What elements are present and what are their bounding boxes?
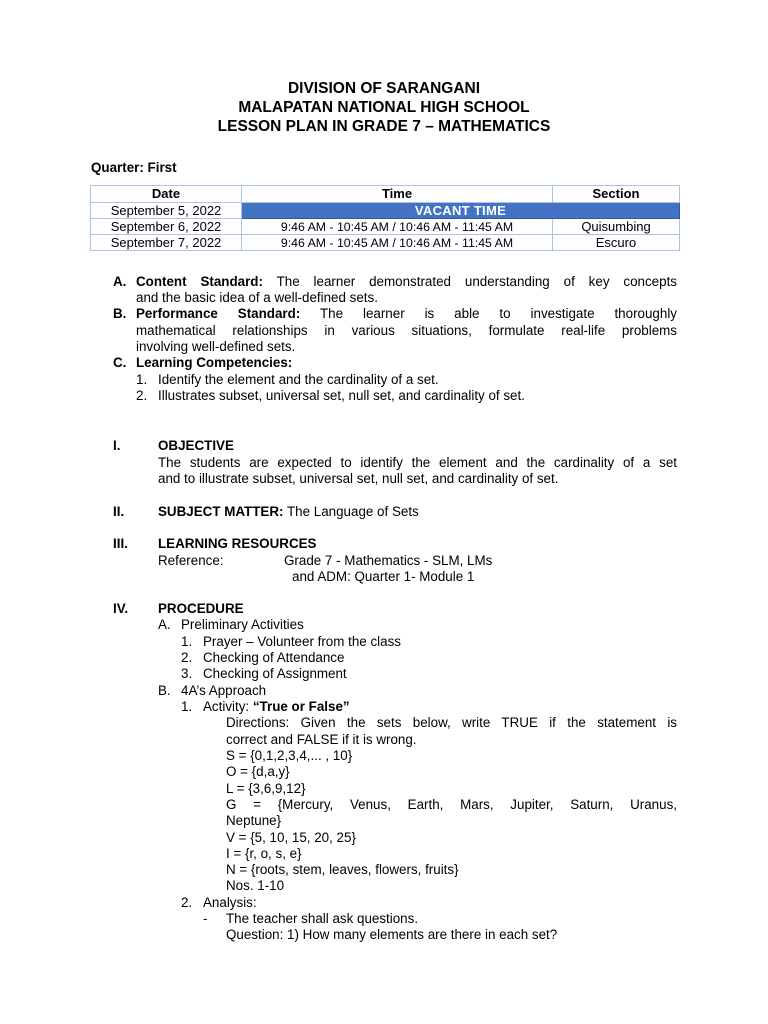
item-range: Nos. 1-10 [226,878,285,893]
bullet-dash: - [203,911,208,926]
section-cell: Escuro [553,235,680,251]
time-header: Time [242,186,553,203]
list-number: 3. [181,666,193,681]
table-row [91,235,680,251]
set-g-line2: Neptune} [226,813,282,828]
subject-matter-label: SUBJECT MATTER: [158,504,284,519]
list-number: 1. [181,634,193,649]
teacher-instruction: The teacher shall ask questions. [226,911,419,926]
reference-label: Reference: [158,553,224,568]
schedule-table [90,185,680,251]
approach-title: 4A’s Approach [181,683,267,698]
quarter-label: Quarter: First [91,160,177,175]
set-v: V = {5, 10, 15, 20, 25} [226,830,356,845]
section-cell: Quisumbing [553,219,680,235]
approach-marker: B. [158,683,171,698]
competency-item: Illustrates subset, universal set, null set, and cardinality of set. [158,388,525,403]
analysis-title: Analysis: [203,895,257,910]
objective-line2: and to illustrate subset, universal set, null set, and cardinality of set. [158,471,559,486]
subject-matter [158,504,419,520]
table-header-row [91,186,680,203]
directions-line2: correct and FALSE if it is wrong. [226,732,417,747]
date-cell: September 5, 2022 [91,203,242,219]
vacant-time-cell: VACANT TIME [242,203,680,219]
table-row [91,219,680,235]
question-text: Question: 1) How many elements are there in each set? [226,927,558,942]
content-standard-label: Content Standard: [136,274,263,289]
competency-item: Identify the element and the cardinality of a set. [158,372,439,387]
lesson-plan-title: LESSON PLAN IN GRADE 7 – MATHEMATICS [217,118,551,135]
set-o: O = {d,a,y} [226,764,290,779]
set-i: I = {r, o, s, e} [226,846,302,861]
procedure-numeral: IV. [113,601,129,616]
reference-line2: and ADM: Quarter 1- Module 1 [292,569,475,584]
table-row [91,203,680,219]
content-standard-text: The learner demonstrated understanding of key concepts [262,274,677,289]
list-item: Checking of Attendance [203,650,345,665]
set-s: S = {0,1,2,3,4,... , 10} [226,748,353,763]
performance-standard-line3: involving well-defined sets. [136,339,296,354]
list-item: Prayer – Volunteer from the class [203,634,401,649]
activity-number: 1. [181,699,193,714]
time-cell: 9:46 AM - 10:45 AM / 10:46 AM - 11:45 AM [242,235,553,251]
list-item: Checking of Assignment [203,666,347,681]
content-standard-line1 [136,274,677,290]
competencies-marker: C. [113,355,127,370]
set-n: N = {roots, stem, leaves, flowers, fruits} [226,862,459,877]
analysis-number: 2. [181,895,193,910]
subject-matter-numeral: II. [113,504,125,519]
performance-standard-line2: mathematical relationships in various situations, formulate real-life problems [136,323,677,338]
activity-label: Activity: [203,699,253,714]
directions-line1: Directions: Given the sets below, write TRUE if the statement is [226,715,677,730]
preliminary-marker: A. [158,617,171,632]
date-cell: September 7, 2022 [91,235,242,251]
list-number: 2. [181,650,193,665]
time-cell: 9:46 AM - 10:45 AM / 10:46 AM - 11:45 AM [242,219,553,235]
set-l: L = {3,6,9,12} [226,781,306,796]
division-title: DIVISION OF SARANGANI [287,80,481,97]
competencies-label: Learning Competencies: [136,355,293,370]
set-g-line1: G = {Mercury, Venus, Earth, Mars, Jupiter, Saturn, Uranus, [226,797,677,812]
performance-standard-marker: B. [113,306,127,321]
content-standard-line2: and the basic idea of a well-defined sets. [136,290,378,305]
performance-standard-line1 [136,306,677,322]
school-title: MALAPATAN NATIONAL HIGH SCHOOL [238,99,530,116]
reference-line1: Grade 7 - Mathematics - SLM, LMs [284,553,493,568]
objective-numeral: I. [113,438,121,453]
competency-number: 1. [136,372,148,387]
resources-title: LEARNING RESOURCES [158,536,317,551]
performance-standard-text: The learner is able to investigate thoroughly [300,306,677,321]
performance-standard-label: Performance Standard: [136,306,301,321]
date-cell: September 6, 2022 [91,219,242,235]
activity-heading [203,699,350,715]
objective-line1: The students are expected to identify the element and the cardinality of a set [158,455,677,470]
section-header: Section [553,186,680,203]
date-header: Date [91,186,242,203]
resources-numeral: III. [113,536,128,551]
content-standard-marker: A. [113,274,127,289]
preliminary-title: Preliminary Activities [181,617,304,632]
subject-matter-text: The Language of Sets [283,504,419,519]
objective-title: OBJECTIVE [158,438,234,453]
procedure-title: PROCEDURE [158,601,244,616]
activity-title: “True or False” [252,699,350,714]
competency-number: 2. [136,388,148,403]
